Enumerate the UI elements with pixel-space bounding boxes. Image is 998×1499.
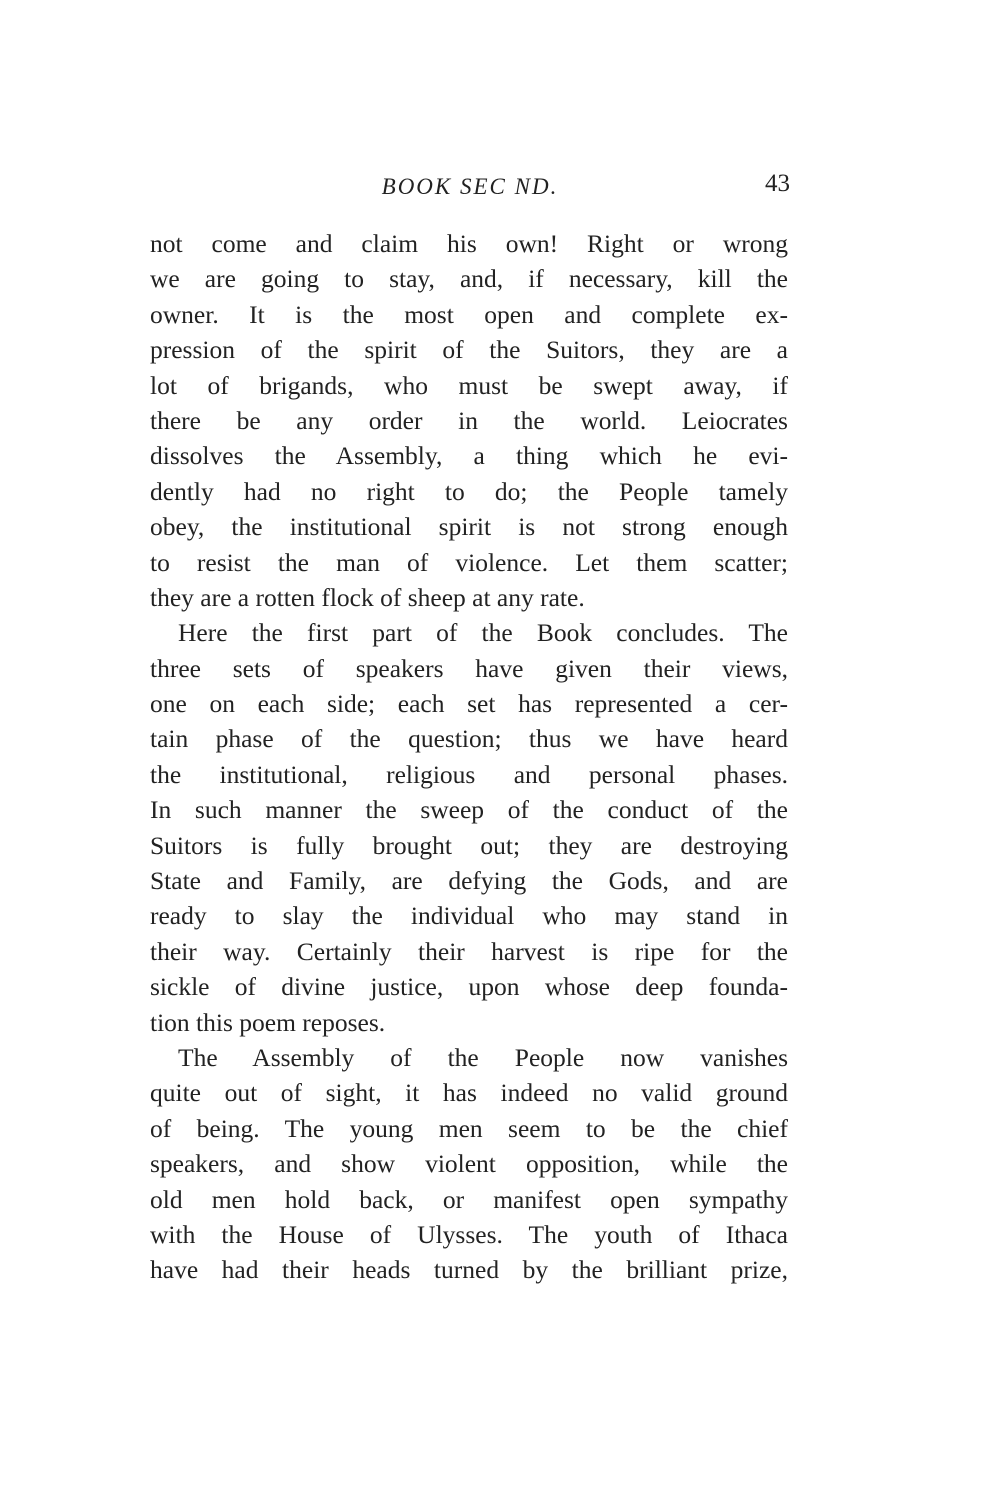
text-line: not come and claim his own! Right or wrong xyxy=(150,229,788,258)
text-line: In such manner the sweep of the conduct of the xyxy=(150,795,788,825)
text-line: have had their heads turned by the brilliant prize, xyxy=(150,1255,788,1285)
text-line: lot of brigands, who must be swept away, if xyxy=(150,370,788,400)
text-line: pression of the spirit of the Suitors, they are a xyxy=(150,335,788,365)
text-line: tain phase of the question; thus we have heard xyxy=(150,724,788,754)
text-line: they are a rotten flock of sheep at any rate. xyxy=(150,582,585,612)
text-line: sickle of divine justice, upon whose deep founda- xyxy=(150,972,788,1002)
text-line: tion this poem reposes. xyxy=(150,1007,386,1037)
text-line: old men hold back, or manifest open sympathy xyxy=(150,1184,788,1214)
running-head xyxy=(150,170,790,210)
text-line: ready to slay the individual who may stand in xyxy=(150,901,788,931)
text-line: The Assembly of the People now vanishes xyxy=(178,1042,788,1072)
text-line: we are going to stay, and, if necessary, kill the xyxy=(150,264,788,294)
text-line: Suitors is fully brought out; they are destroying xyxy=(150,830,788,860)
text-line: the institutional, religious and personal phases. xyxy=(150,759,788,789)
text-line: there be any order in the world. Leiocrates xyxy=(150,405,788,435)
text-line: dently had no right to do; the People tamely xyxy=(150,476,788,506)
text-line: State and Family, are defying the Gods, and are xyxy=(150,866,788,896)
page-number: 43 xyxy=(765,170,790,197)
text-line: their way. Certainly their harvest is ripe for the xyxy=(150,936,788,966)
text-line: with the House of Ulysses. The youth of Ithaca xyxy=(150,1219,788,1249)
text-line: obey, the institutional spirit is not strong enough xyxy=(150,512,788,542)
text-line: one on each side; each set has represented a cer- xyxy=(150,689,788,719)
text-line: three sets of speakers have given their views, xyxy=(150,653,788,683)
text-line: Here the first part of the Book concludes. The xyxy=(178,618,788,648)
text-line: to resist the man of violence. Let them scatter; xyxy=(150,547,788,577)
text-line: quite out of sight, it has indeed no valid ground xyxy=(150,1078,788,1108)
text-line: owner. It is the most open and complete ex- xyxy=(150,299,788,329)
body-text xyxy=(150,226,788,1288)
text-line: of being. The young men seem to be the chief xyxy=(150,1113,788,1143)
running-title: BOOK SEC ND. xyxy=(381,174,559,199)
text-line: speakers, and show violent opposition, while the xyxy=(150,1149,788,1179)
text-line: dissolves the Assembly, a thing which he evi- xyxy=(150,441,788,471)
